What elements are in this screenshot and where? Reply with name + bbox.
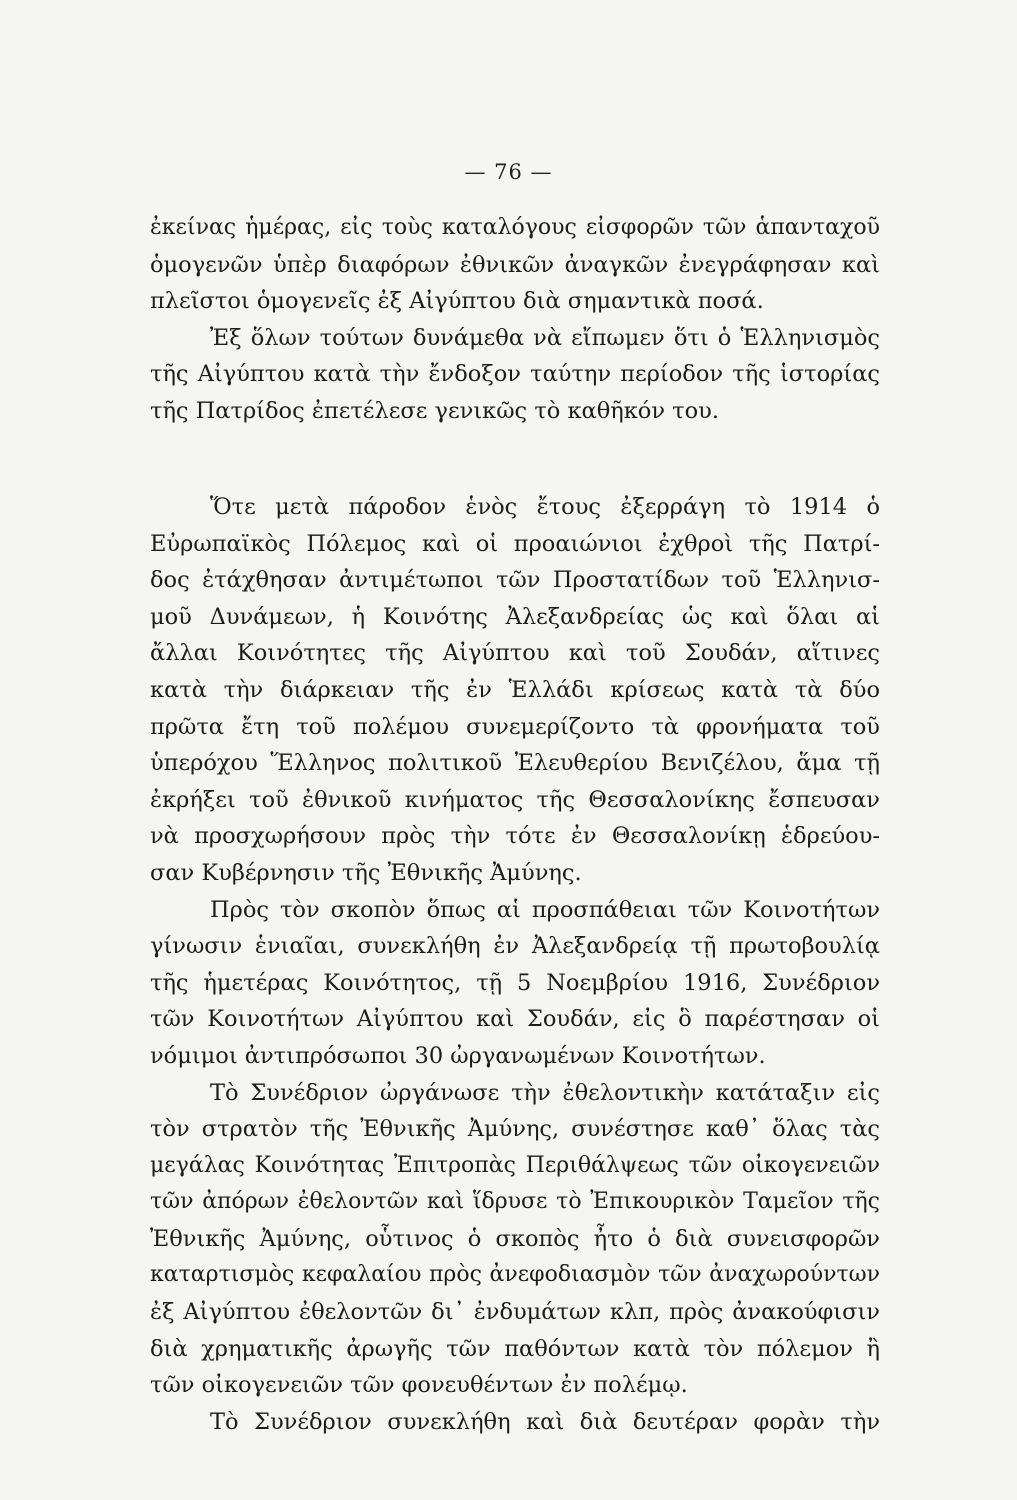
text-line: πρῶτα ἔτη τοῦ πολέμου συνεμερίζοντο τὰ φρονήματα τοῦ bbox=[150, 713, 880, 740]
text-line: διὰ χρηματικῆς ἀρωγῆς τῶν παθόντων κατὰ τὸν πόλεμον ἢ bbox=[150, 1335, 880, 1362]
text-line: νόμιμοι ἀντιπρόσωποι 30 ὠργανωμένων Κοινοτήτων. bbox=[150, 1042, 766, 1069]
text-line: μεγάλας Κοινότητας Ἐπιτροπὰς Περιθάλψεως τῶν οἰκογενειῶν bbox=[150, 1152, 880, 1178]
text-line: τῆς Πατρίδος ἐπετέλεσε γενικῶς τὸ καθῆκόν του. bbox=[150, 397, 720, 424]
text-line: ἐκρήξει τοῦ ἐθνικοῦ κινήματος τῆς Θεσσαλονίκης ἔσπευσαν bbox=[150, 786, 880, 813]
paragraph bbox=[150, 489, 880, 892]
text-line: Ἐξ ὅλων τούτων δυνάμεθα νὰ εἴπωμεν ὅτι ὁ Ἑλληνισμὸς bbox=[210, 324, 880, 351]
text-line: ἄλλαι Κοινότητες τῆς Αἰγύπτου καὶ τοῦ Σουδάν, αἵτινες bbox=[150, 640, 880, 667]
text-line: τὸν στρατὸν τῆς Ἐθνικῆς Ἀμύνης, συνέστησε καθ᾽ ὅλας τὰς bbox=[150, 1116, 880, 1143]
text-line: γίνωσιν ἑνιαῖαι, συνεκλήθη ἐν Ἀλεξανδρείᾳ τῇ πρωτοβουλίᾳ bbox=[150, 933, 880, 960]
text-line: ἐκείνας ἡμέρας, εἰς τοὺς καταλόγους εἰσφορῶν τῶν ἁπανταχοῦ bbox=[150, 215, 880, 240]
paragraph bbox=[150, 892, 880, 1075]
text-block-top bbox=[150, 210, 880, 430]
paragraph bbox=[150, 1404, 880, 1441]
text-line: μοῦ Δυνάμεων, ἡ Κοινότης Ἀλεξανδρείας ὡς καὶ ὅλαι αἱ bbox=[150, 603, 880, 630]
text-line: πλεῖστοι ὁμογενεῖς ἐξ Αἰγύπτου διὰ σημαντικὰ ποσά. bbox=[150, 288, 764, 315]
paragraph bbox=[150, 320, 880, 430]
text-line: ὑπερόχου Ἕλληνος πολιτικοῦ Ἐλευθερίου Βενιζέλου, ἅμα τῇ bbox=[150, 750, 880, 777]
text-line: δος ἐτάχθησαν ἀντιμέτωποι τῶν Προστατίδων τοῦ Ἑλληνισ- bbox=[150, 567, 880, 594]
paragraph bbox=[150, 210, 880, 320]
text-block-main bbox=[150, 489, 880, 1440]
text-line: ὁμογενῶν ὑπὲρ διαφόρων ἐθνικῶν ἀναγκῶν ἐνεγράφησαν καὶ bbox=[150, 251, 880, 278]
text-line: Εὐρωπαϊκὸς Πόλεμος καὶ οἱ προαιώνιοι ἐχθροὶ τῆς Πατρί- bbox=[150, 530, 880, 557]
text-line: τῆς ἡμετέρας Κοινότητος, τῇ 5 Νοεμβρίου 1916, Συνέδριον bbox=[150, 969, 880, 996]
text-line: Ἐθνικῆς Ἀμύνης, οὗτινος ὁ σκοπὸς ἦτο ὁ διὰ συνεισφορῶν bbox=[150, 1225, 880, 1252]
text-line: ἐξ Αἰγύπτου ἐθελοντῶν δι᾽ ἐνδυμάτων κλπ, πρὸς ἀνακούφισιν bbox=[150, 1299, 880, 1326]
text-line: νὰ προσχωρήσουν πρὸς τὴν τότε ἐν Θεσσαλονίκῃ ἑδρεύου- bbox=[150, 823, 880, 850]
text-line: τῆς Αἰγύπτου κατὰ τὴν ἔνδοξον ταύτην περίοδον τῆς ἱστορίας bbox=[150, 361, 880, 388]
text-line: Τὸ Συνέδριον συνεκλήθη καὶ διὰ δευτέραν φορὰν τὴν bbox=[210, 1408, 880, 1435]
text-line: Τὸ Συνέδριον ὠργάνωσε τὴν ἐθελοντικὴν κατάταξιν εἰς bbox=[210, 1079, 880, 1106]
text-line: καταρτισμὸς κεφαλαίου πρὸς ἀνεφοδιασμὸν τῶν ἀναχωρούντων bbox=[150, 1262, 880, 1288]
text-line: τῶν ἀπόρων ἐθελοντῶν καὶ ἵδρυσε τὸ Ἐπικουρικὸν Ταμεῖον τῆς bbox=[150, 1189, 880, 1215]
text-line: τῶν Κοινοτήτων Αἰγύπτου καὶ Σουδάν, εἰς ὃ παρέστησαν οἱ bbox=[150, 1006, 880, 1033]
paragraph bbox=[150, 1075, 880, 1404]
text-line: κατὰ τὴν διάρκειαν τῆς ἐν Ἑλλάδι κρίσεως κατὰ τὰ δύο bbox=[150, 676, 880, 703]
text-line: Πρὸς τὸν σκοπὸν ὅπως αἱ προσπάθειαι τῶν Κοινοτήτων bbox=[210, 896, 880, 923]
text-line: Ὅτε μετὰ πάροδον ἑνὸς ἔτους ἐξερράγη τὸ 1914 ὁ bbox=[210, 494, 880, 520]
text-line: σαν Κυβέρνησιν τῆς Ἐθνικῆς Ἀμύνης. bbox=[150, 859, 582, 886]
page-number: — 76 — bbox=[464, 160, 553, 184]
text-line: τῶν οἰκογενειῶν τῶν φονευθέντων ἐν πολέμῳ. bbox=[150, 1372, 688, 1399]
